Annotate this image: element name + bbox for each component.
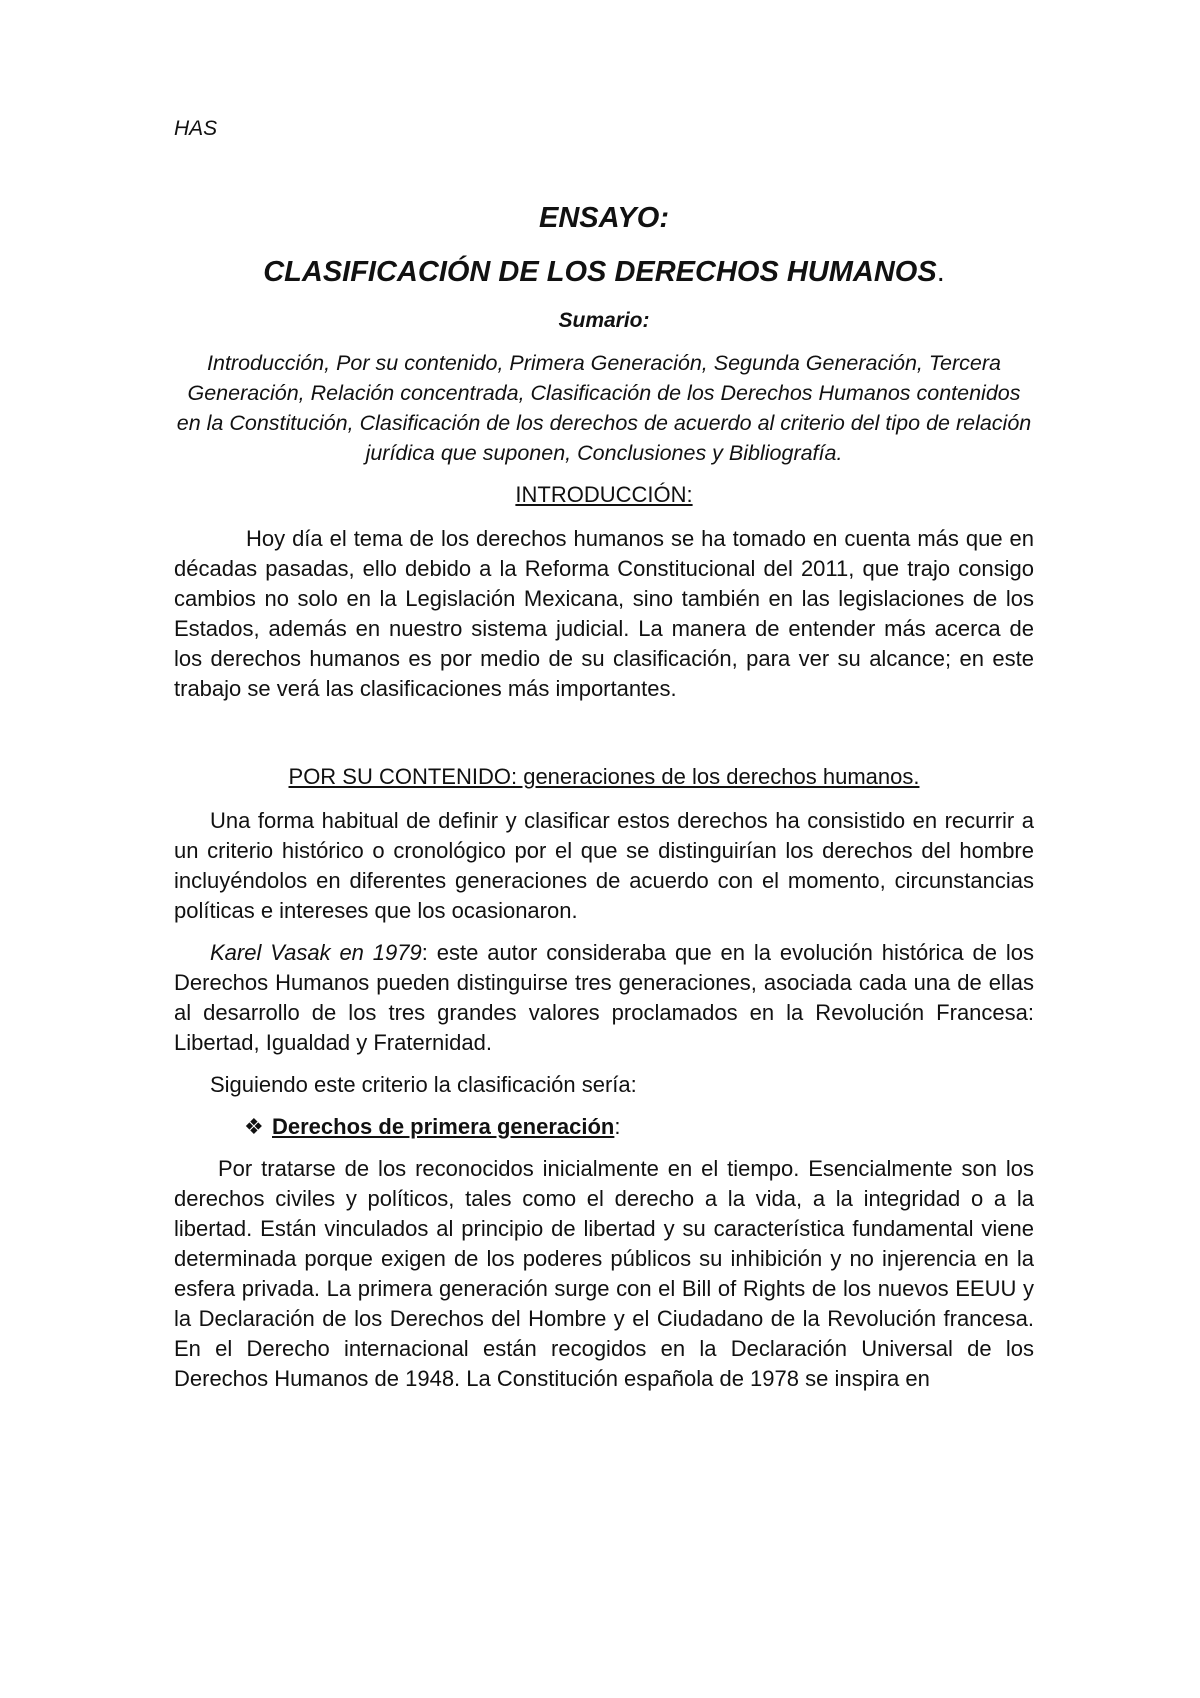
author-reference: Karel Vasak en 1979 <box>210 940 422 965</box>
contenido-paragraph-3: Siguiendo este criterio la clasificación sería: <box>210 1072 637 1097</box>
document-tag: HAS <box>174 117 218 140</box>
sumario-text: Introducción, Por su contenido, Primera Generación, Segunda Generación, Tercera Generación, Relación concentrada, Clasificación de los Derechos Humanos contenidos en la Constitución, Clasificación de los derechos de acuerdo al criterio del tipo de relación jurídica que suponen, Conclusiones y Bibliografía. <box>176 351 1032 465</box>
essay-title <box>174 254 1034 290</box>
introduccion-paragraph: Hoy día el tema de los derechos humanos se ha tomado en cuenta más que en décadas pasadas, ello debido a la Reforma Constitucional del 2011, que trajo consigo cambios no solo en la Legislación Mexicana, sino también en las legislaciones de los Estados, además en nuestro sistema judicial. La manera de entender más acerca de los derechos humanos es por medio de su clasificación, para ver su alcance; en este trabajo se verá las clasificaciones más importantes. <box>174 526 1034 701</box>
section-heading-introduccion: INTRODUCCIÓN: <box>515 482 693 507</box>
essay-title-period: . <box>936 256 945 288</box>
essay-title-text: CLASIFICACIÓN DE LOS DERECHOS HUMANOS <box>263 256 937 288</box>
bullet-colon: : <box>614 1114 621 1139</box>
essay-label: ENSAYO: <box>539 202 669 234</box>
contenido-paragraph-2 <box>174 938 1034 1058</box>
contenido-paragraph-1: Una forma habitual de definir y clasificar estos derechos ha consistido en recurrir a un criterio histórico o cronológico por el que se distinguirían los derechos del hombre incluyéndolos en diferentes generaciones de acuerdo con el momento, circunstancias políticas e intereses que los ocasionaron. <box>174 808 1034 923</box>
diamond-bullet-icon: ❖ <box>244 1114 264 1139</box>
document-body <box>174 114 1034 1394</box>
bullet-primera-generacion <box>244 1112 1034 1142</box>
sumario-heading: Sumario: <box>558 309 650 332</box>
section-heading-contenido-b: : generaciones de los derechos humanos. <box>510 764 920 789</box>
bullet-heading: Derechos de primera generación <box>272 1114 615 1139</box>
section-heading-contenido-a: POR SU CONTENIDO <box>288 764 511 789</box>
primera-generacion-paragraph: Por tratarse de los reconocidos inicialmente en el tiempo. Esencialmente son los derechos civiles y políticos, tales como el derecho a la vida, a la integridad o a la libertad. Están vinculados al principio de libertad y su característica fundamental viene determinada porque exigen de los poderes públicos su inhibición y no injerencia en la esfera privada. La primera generación surge con el Bill of Rights de los nuevos EEUU y la Declaración de los Derechos del Hombre y el Ciudadano de la Revolución francesa. En el Derecho internacional están recogidos en la Declaración Universal de los Derechos Humanos de 1948. La Constitución española de 1978 se inspira en <box>174 1156 1034 1391</box>
section-heading-contenido <box>174 762 1034 792</box>
contenido-paragraph-2-text: : este autor consideraba que en la evolución histórica de los Derechos Humanos pueden distinguirse tres generaciones, asociada cada una de ellas al desarrollo de los tres grandes valores proclamados en la Revolución Francesa: Libertad, Igualdad y Fraternidad. <box>174 940 1035 1055</box>
